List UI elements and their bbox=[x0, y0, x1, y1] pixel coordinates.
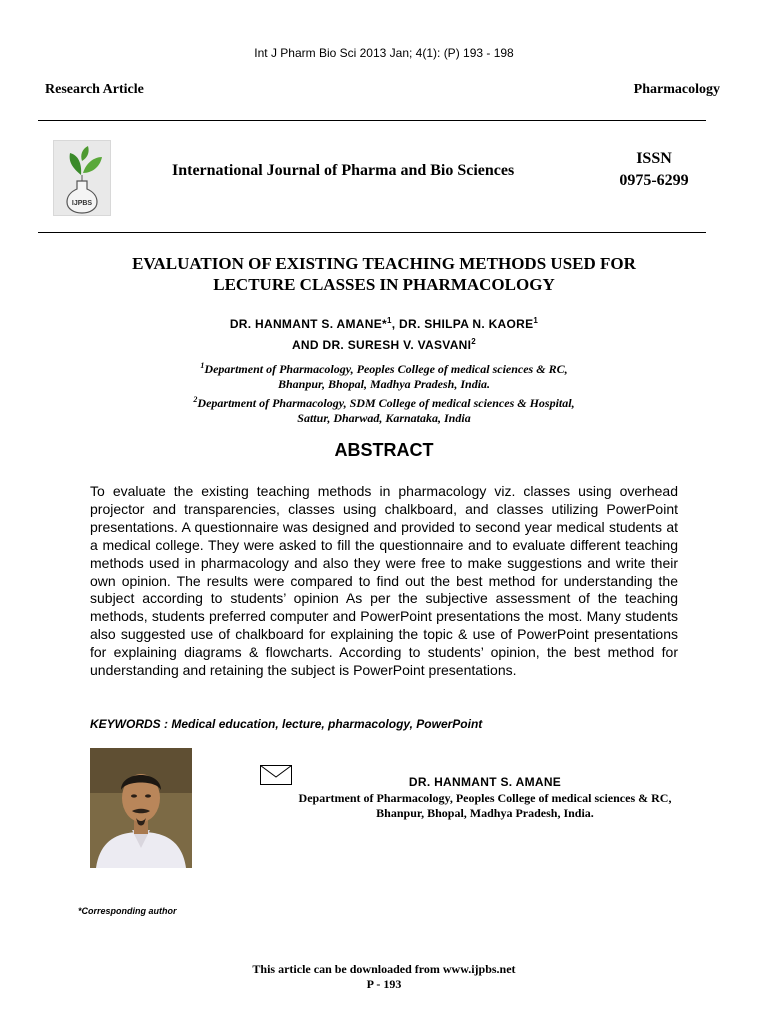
header-divider-top bbox=[38, 120, 706, 121]
affiliation-1 bbox=[80, 358, 688, 392]
author-line-2 bbox=[80, 333, 688, 354]
author-line-1 bbox=[80, 312, 688, 333]
author-3-name: DR. SURESH V. VASVANI bbox=[322, 338, 472, 352]
corresponding-address-line-1: Department of Pharmacology, Peoples College of medical sciences & RC, bbox=[298, 791, 672, 805]
affiliation-2-marker: 2 bbox=[193, 395, 198, 404]
subject-label: Pharmacology bbox=[633, 82, 720, 97]
envelope-icon bbox=[260, 765, 292, 785]
abstract-body: To evaluate the existing teaching methods in pharmacology viz. classes using overhead projector and transparencies, classes using chalkboard, and classes utilizing PowerPoint presentations. A questionnaire was designed and provided to second year medical students at a medical college. They were asked to fill the questionnaire and to evaluate different teaching methods used in pharmacology and also they were free to make suggestions and write their own opinion. The results were compared to find out the best method for understanding the subject according to students’ opinion As per the subjective assessment of the teaching methods, students preferred computer and PowerPoint presentations the most. Many students also suggested use of chalkboard for explaining the topic & use of PowerPoint presentations for explaining diagrams & flowcharts. According to students’ opinion, the best method for understanding and retaining the subject is PowerPoint presentations. bbox=[90, 483, 678, 679]
author-1-affil: 1 bbox=[387, 316, 392, 325]
author-separator: , bbox=[391, 317, 400, 331]
keywords-label: KEYWORDS : bbox=[90, 717, 168, 731]
paper-title-line-1: EVALUATION OF EXISTING TEACHING METHODS USED FOR bbox=[132, 254, 636, 273]
issn-block bbox=[612, 148, 696, 192]
author-2-affil: 1 bbox=[533, 316, 539, 325]
affiliation-1-line-1: Department of Pharmacology, Peoples College of medical sciences & RC, bbox=[204, 362, 568, 376]
affiliation-2-line-2: Sattur, Dharwad, Karnataka, India bbox=[297, 411, 471, 425]
page-number: P - 193 bbox=[366, 977, 402, 991]
corresponding-author-address bbox=[285, 791, 685, 821]
affiliation-1-marker: 1 bbox=[200, 361, 205, 370]
affiliations bbox=[80, 358, 688, 426]
abstract-heading: ABSTRACT bbox=[334, 440, 434, 460]
author-conjunction: AND bbox=[291, 338, 323, 352]
author-3-affil: 2 bbox=[471, 337, 477, 346]
author-1-name: DR. HANMANT S. AMANE* bbox=[229, 317, 388, 331]
logo-text: IJPBS bbox=[71, 200, 93, 207]
author-photo bbox=[90, 748, 192, 868]
affiliation-2 bbox=[80, 392, 688, 426]
citation-line: Int J Pharm Bio Sci 2013 Jan; 4(1): (P) 193 - 198 bbox=[254, 46, 514, 60]
header-divider-bottom bbox=[38, 232, 706, 233]
keywords-values: Medical education, lecture, pharmacology, PowerPoint bbox=[171, 717, 483, 731]
issn-label: ISSN bbox=[636, 150, 672, 167]
corresponding-address-line-2: Bhanpur, Bhopal, Madhya Pradesh, India. bbox=[376, 806, 594, 820]
issn-number: 0975-6299 bbox=[619, 172, 689, 189]
journal-logo bbox=[53, 140, 111, 216]
paper-title bbox=[80, 253, 688, 295]
paper-title-line-2: LECTURE CLASSES IN PHARMACOLOGY bbox=[213, 275, 555, 294]
corresponding-author-note: *Corresponding author bbox=[78, 906, 177, 916]
keywords-line bbox=[90, 717, 690, 731]
author-portrait-icon bbox=[90, 748, 192, 868]
author-list bbox=[80, 312, 688, 354]
download-note: This article can be downloaded from www.ijpbs.net bbox=[252, 962, 516, 976]
journal-name: International Journal of Pharma and Bio Sciences bbox=[172, 162, 515, 179]
article-type-label: Research Article bbox=[45, 82, 144, 97]
corresponding-author-name: DR. HANMANT S. AMANE bbox=[408, 775, 562, 789]
affiliation-2-line-1: Department of Pharmacology, SDM College of medical sciences & Hospital, bbox=[197, 396, 575, 410]
author-2-name: DR. SHILPA N. KAORE bbox=[399, 317, 534, 331]
flask-leaf-icon bbox=[54, 141, 110, 215]
affiliation-1-line-2: Bhanpur, Bhopal, Madhya Pradesh, India. bbox=[277, 377, 491, 391]
